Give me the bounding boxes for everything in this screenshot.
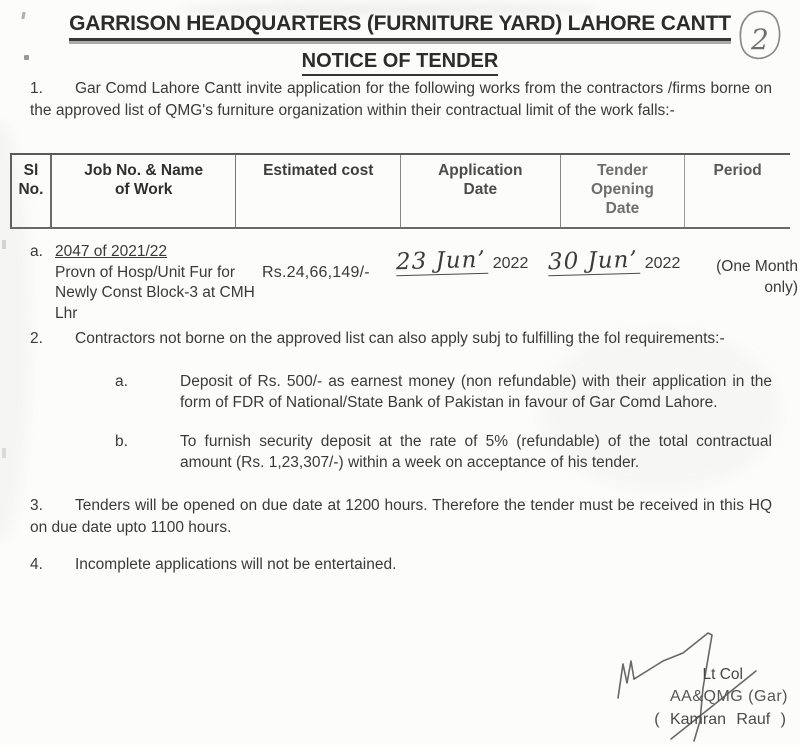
job-description: Provn of Hosp/Unit Fur for Newly Const Block-3 at CMH Lhr: [55, 263, 255, 322]
tender-opening-date-handwritten: 30 Jun’: [548, 247, 640, 276]
tender-opening-date-year: 2022: [644, 255, 681, 272]
scan-artifact: [2, 448, 6, 458]
application-date-handwritten: 23 Jun’: [396, 247, 488, 276]
clause-3: [30, 495, 772, 538]
clause-1: [30, 78, 772, 121]
application-date: [396, 248, 528, 275]
tender-table: [10, 153, 790, 229]
table-header-estimated-cost: Estimated cost: [236, 155, 401, 227]
clause-2-item-b-text: To furnish security deposit at the rate of 5% (refundable) of the total contractual amount (Rs. 1,23,307/-) within a week on acceptance of his tender.: [180, 433, 772, 471]
clause-3-number: 3.: [30, 497, 43, 514]
scan-artifact: [2, 240, 6, 249]
clause-2-item-a: [115, 371, 775, 413]
application-date-year: 2022: [492, 255, 529, 272]
page-number: 2: [751, 23, 769, 56]
clause-4: [30, 554, 772, 576]
clause-1-text: Gar Comd Lahore Cantt invite application for the following works from the contractors /firms borne on the approved list of QMG's furniture organization within their contractual limit of the work falls:-: [30, 80, 772, 119]
clause-2-text: Contractors not borne on the approved list can also apply subj to fulfilling the fol requirements:-: [75, 330, 725, 347]
document-title: GARRISON HEADQUARTERS (FURNITURE YARD) LAHORE CANTT: [69, 12, 731, 41]
document-subtitle: NOTICE OF TENDER: [302, 50, 499, 76]
job-number: 2047 of 2021/22: [55, 243, 168, 260]
signatory-name: ( Kamran Rauf ): [654, 711, 786, 728]
clause-2-item-a-label: a.: [115, 373, 128, 390]
clause-2-item-a-text: Deposit of Rs. 500/- as earnest money (non refundable) with their application in the form of FDR of National/State Bank of Pakistan in favour of Gar Comd Lahore.: [180, 373, 772, 411]
clause-3-text: Tenders will be opened on due date at 1200 hours. Therefore the tender must be received in this HQ on due date upto 1100 hours.: [30, 497, 772, 536]
handwritten-page-number-circle: [726, 5, 788, 65]
signatory-rank: Lt Col: [702, 666, 743, 683]
clause-2-item-b: [115, 431, 775, 473]
tender-opening-date: [548, 248, 680, 275]
signatory-appointment: AA&QMG (Gar): [669, 688, 788, 705]
clause-4-number: 4.: [30, 556, 43, 573]
estimated-cost-value: Rs.24,66,149/-: [262, 264, 370, 281]
clause-2-number: 2.: [30, 330, 43, 347]
document-header: [0, 12, 800, 76]
clause-1-number: 1.: [30, 80, 43, 97]
table-header-job: Job No. & Name of Work: [52, 155, 237, 227]
table-header-application-date: Application Date: [401, 155, 561, 227]
period-value: (One Month only): [716, 258, 798, 296]
table-header-period: Period: [713, 162, 762, 179]
table-header-sl-no: Sl No.: [12, 155, 52, 227]
clause-4-text: Incomplete applications will not be entertained.: [75, 556, 397, 573]
clause-2-item-b-label: b.: [115, 433, 128, 450]
row-serial: a.: [30, 243, 43, 260]
clause-2: [30, 328, 772, 350]
table-header-tender-opening-date: Tender Opening Date: [561, 155, 686, 227]
row-job-cell: [55, 242, 270, 324]
